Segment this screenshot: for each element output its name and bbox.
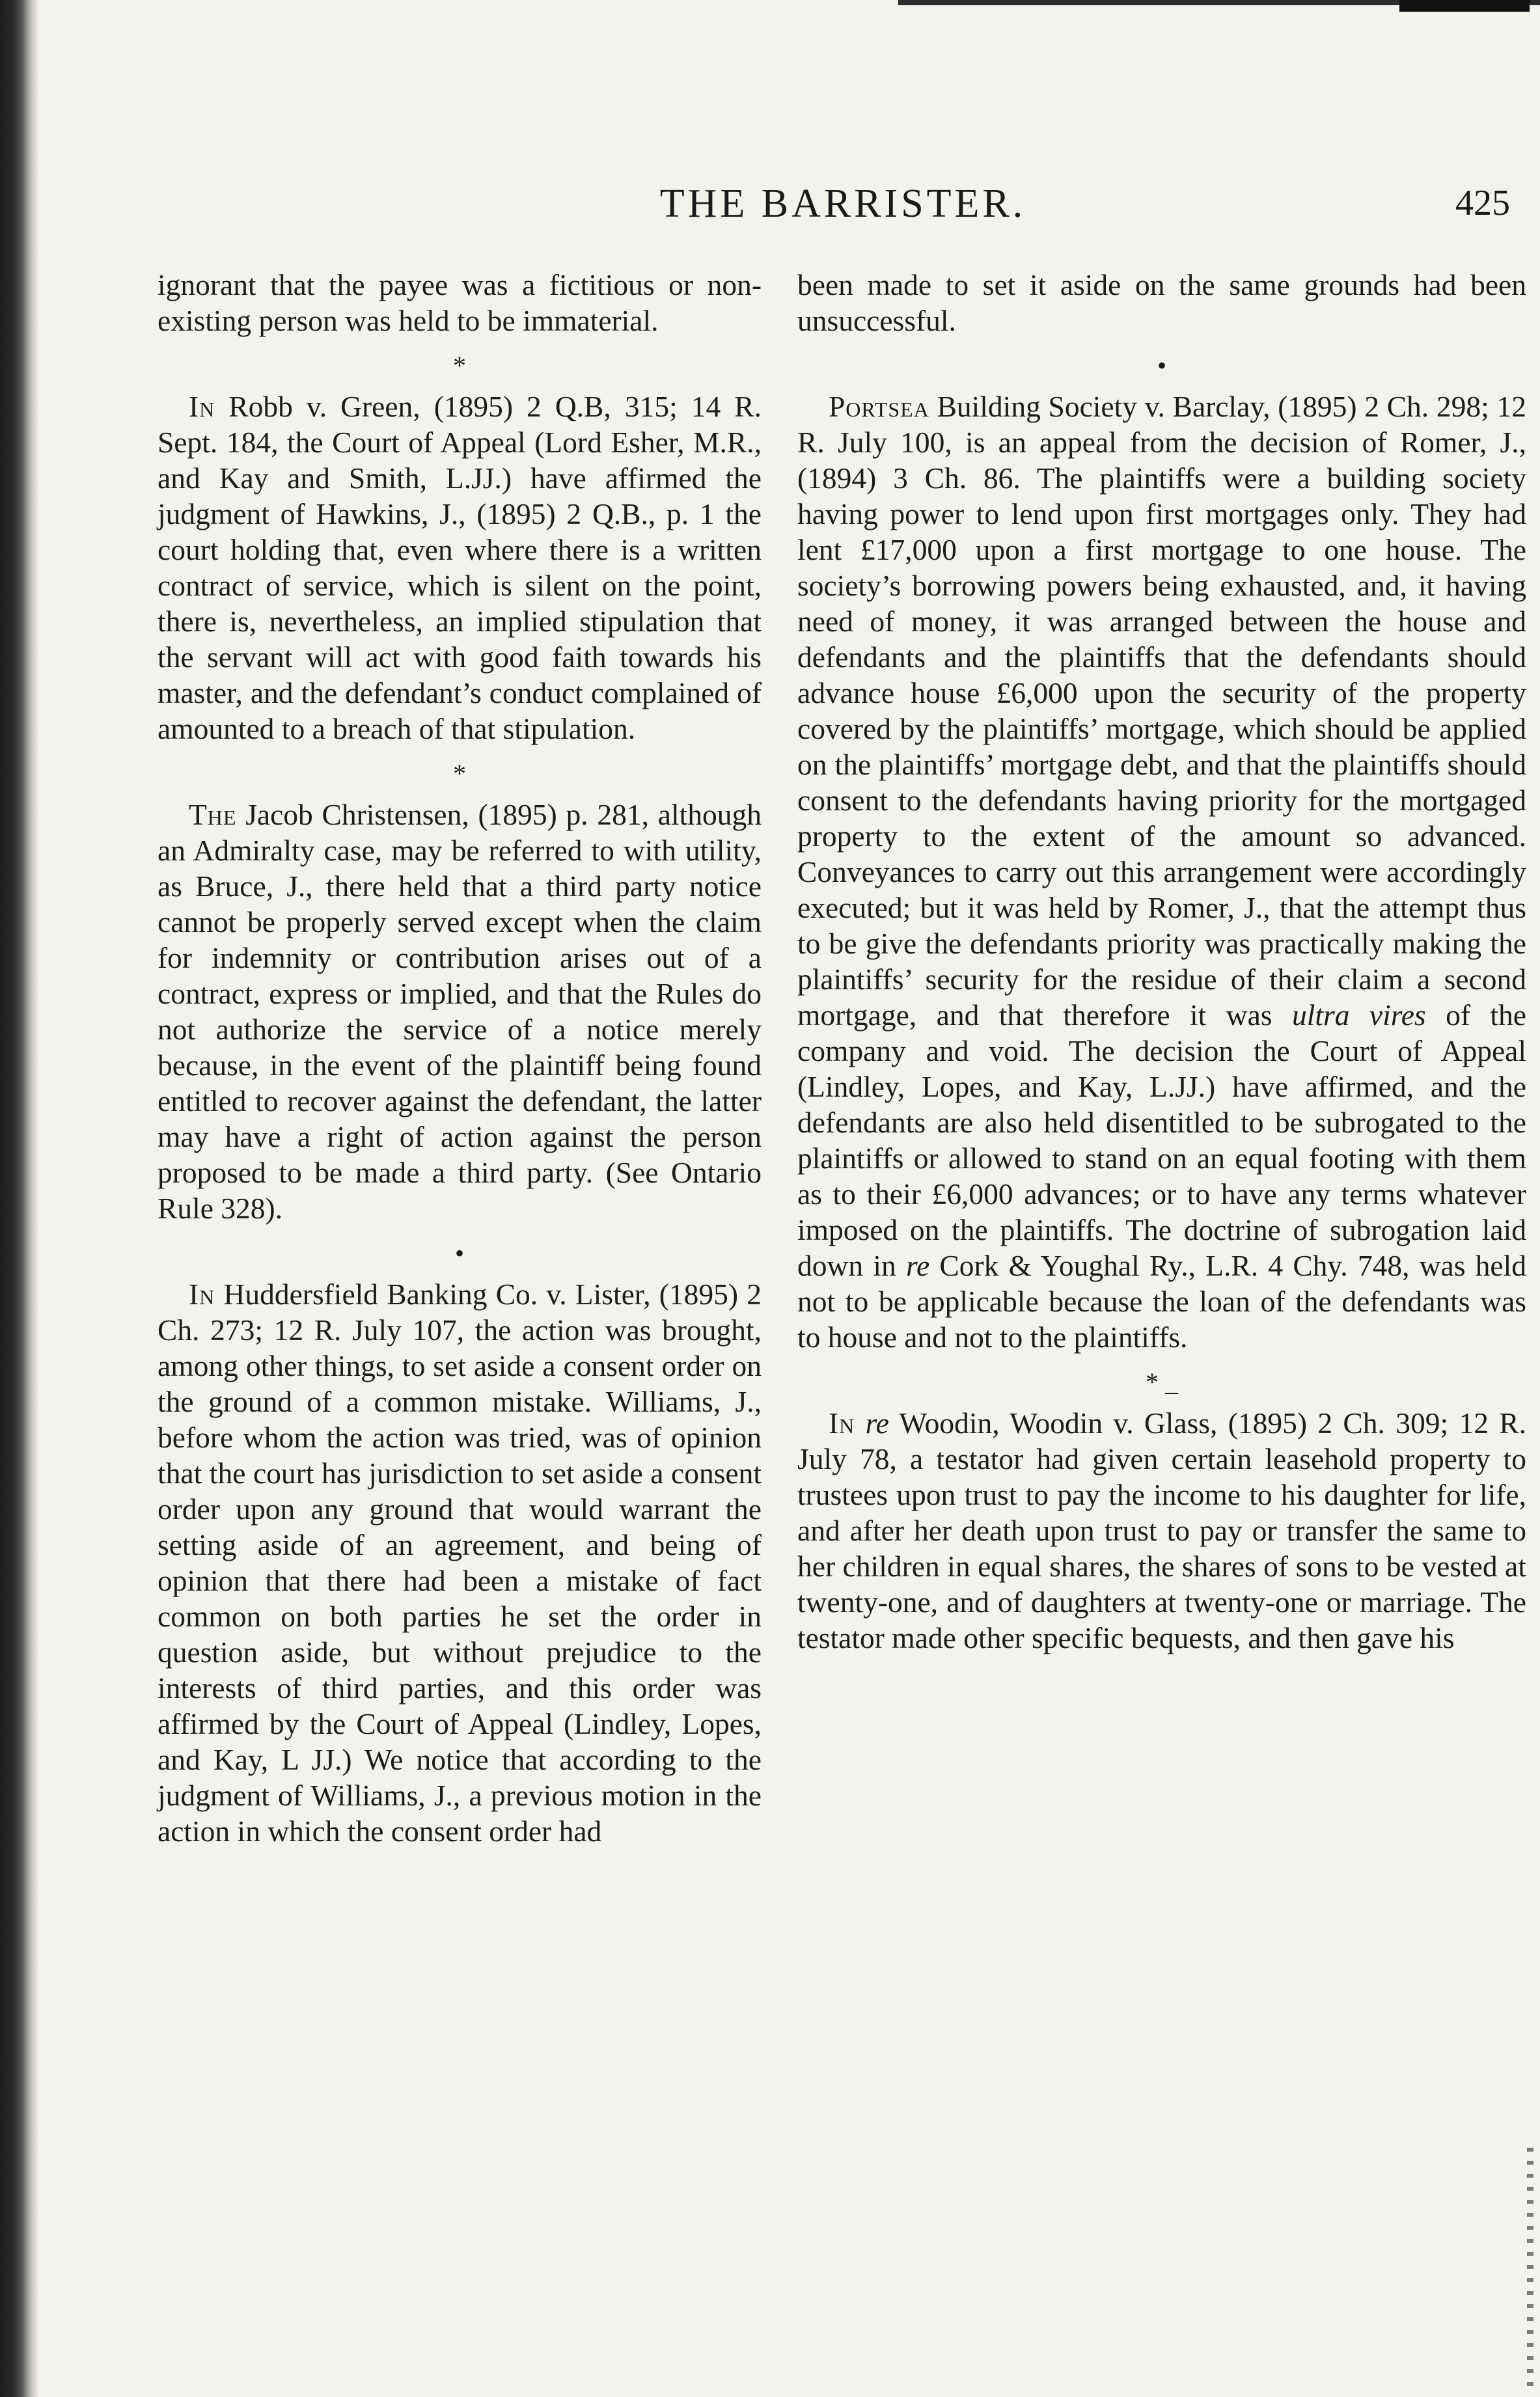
paragraph-text: Jacob Christensen, (1895) p. 281, although an Admiralty case, may be referred to with utility, as Bruce, J., there held that a third party notice cannot be properly served except when the claim for indemnity or contribution arises out of a contract, express or implied, and that the Rules do not authorize the service of a notice merely because, in the event of the plaintiff being found entitled to recover against the defendant, the latter may have a right of action against the person proposed to be made a third party. (See Ontario Rule 328). [158,798,762,1225]
italic-term: re [905,1249,930,1282]
paragraph-text: Cork & Youghal Ry., L.R. 4 Chy. 748, was held not to be applicable because the loan of the defendants was to house and not to the plaintiffs. [797,1249,1527,1354]
paragraph-text: Huddersfield Banking Co. v. Lister, (1895) 2 Ch. 273; 12 R. July 107, the action was brought, among other things, to set aside a consent order on the ground of a common mistake. Williams, J., before whom the action was tried, was of opinion that the court has jurisdiction to set aside a consent order upon any ground that would warrant the setting aside of an agreement, and being of opinion that there had been a mistake of fact common on both parties he set the order in question aside, but without prejudice to the interests of third parties, and this order was affirmed by the Court of Appeal (Lindley, Lopes, and Kay, L JJ.) We notice that according to the judgment of Williams, J., a previous motion in the action in which the consent order had [158,1278,762,1848]
paragraph-text: Robb v. Green, (1895) 2 Q.B, 315; 14 R. Sept. 184, the Court of Appeal (Lord Esher, M.R., and Kay and Smith, L.JJ.) have affirmed the judgment of Hawkins, J., (1895) 2 Q.B., p. 1 the court holding that, even where there is a written contract of service, which is silent on the point, there is, nevertheless, an implied stipulation that the servant will act with good faith towards his master, and the defendant’s conduct complained of amounted to a breach of that stipulation. [158,390,762,745]
paragraph-continuation [158,267,762,338]
right-edge-marks [1527,2148,1533,2395]
paragraph-text: Woodin, Woodin v. Glass, (1895) 2 Ch. 309; 12 R. July 78, a testator had given certain leasehold property to trustees upon trust to pay the income to his daughter for life, and after her death upon trust to pay or transfer the same to her children in equal shares, the shares of sons to be vested at twenty-one, and of daughters at twenty-one or marriage. The testator made other specific bequests, and then gave his [797,1406,1526,1654]
running-title: THE BARRISTER. [659,182,1026,226]
paragraph-text: ignorant that the payee was a fictitious or non-existing person was held to be immaterial. [158,268,762,337]
top-edge-rule-thick [1399,0,1530,12]
lead-word: In [189,1278,215,1311]
italic-term: re [855,1406,889,1440]
paragraph-text: of the company and void. The decision the Court of Appeal (Lindley, Lopes, and Kay, L.JJ.) have affirmed, and the defendants are also held disentitled to be subrogated to the plaintiffs or allowed to stand on an equal footing with them as to their £6,000 advances; or to have any terms whatever imposed on the plaintiffs. The doctrine of subrogation laid down in [797,998,1526,1282]
paragraph-robb-v-green [158,389,762,746]
left-column [158,267,762,1849]
section-separator: * [453,759,466,788]
lead-word: The [189,798,237,831]
page-number: 425 [1455,183,1510,223]
section-separator: * [453,351,466,380]
right-column [797,267,1526,1656]
italic-term: ultra vires [1291,998,1426,1032]
paragraph-text: been made to set it aside on the same grounds had been unsuccessful. [797,268,1526,337]
page-binding-shadow [0,0,39,2397]
lead-word: Portsea [829,390,929,423]
paragraph-text: Building Society v. Barclay, (1895) 2 Ch. 298; 12 R. July 100, is an appeal from the decision of Romer, J.,(1894) 3 Ch. 86. The plaintiffs were a building society having power to lend upon first mortgages only. They had lent £17,000 upon a first mortgage to one house. The society’s borrowing powers being exhausted, and, it having need of money, it was arranged between the house and defendants and the plaintiffs that the defendants should advance house £6,000 upon the security of the property covered by the plaintiffs’ mortgage, which should be applied on the plaintiffs’ mortgage debt, and that the plaintiffs should consent to the defendants having priority for the mortgaged property to the extent of the amount so advanced. Conveyances to carry out this arrangement were accordingly executed; but it was held by Romer, J., that the attempt thus to be give the defendants priority was practically making the plaintiffs’ security for the residue of their claim a second mortgage, and that therefore it was [797,390,1526,1032]
section-separator: • [454,1239,464,1268]
paragraph-re-woodin [797,1405,1526,1656]
paragraph-jacob-christensen [158,797,762,1226]
paragraph-continuation [797,267,1526,338]
page-header [156,181,1530,233]
paragraph-portsea-building [797,389,1526,1355]
lead-word: In [189,390,215,423]
paragraph-huddersfield-banking [158,1276,762,1849]
section-separator: * _ [1146,1367,1178,1397]
lead-word: In [829,1406,855,1440]
section-separator: • [1157,351,1166,380]
